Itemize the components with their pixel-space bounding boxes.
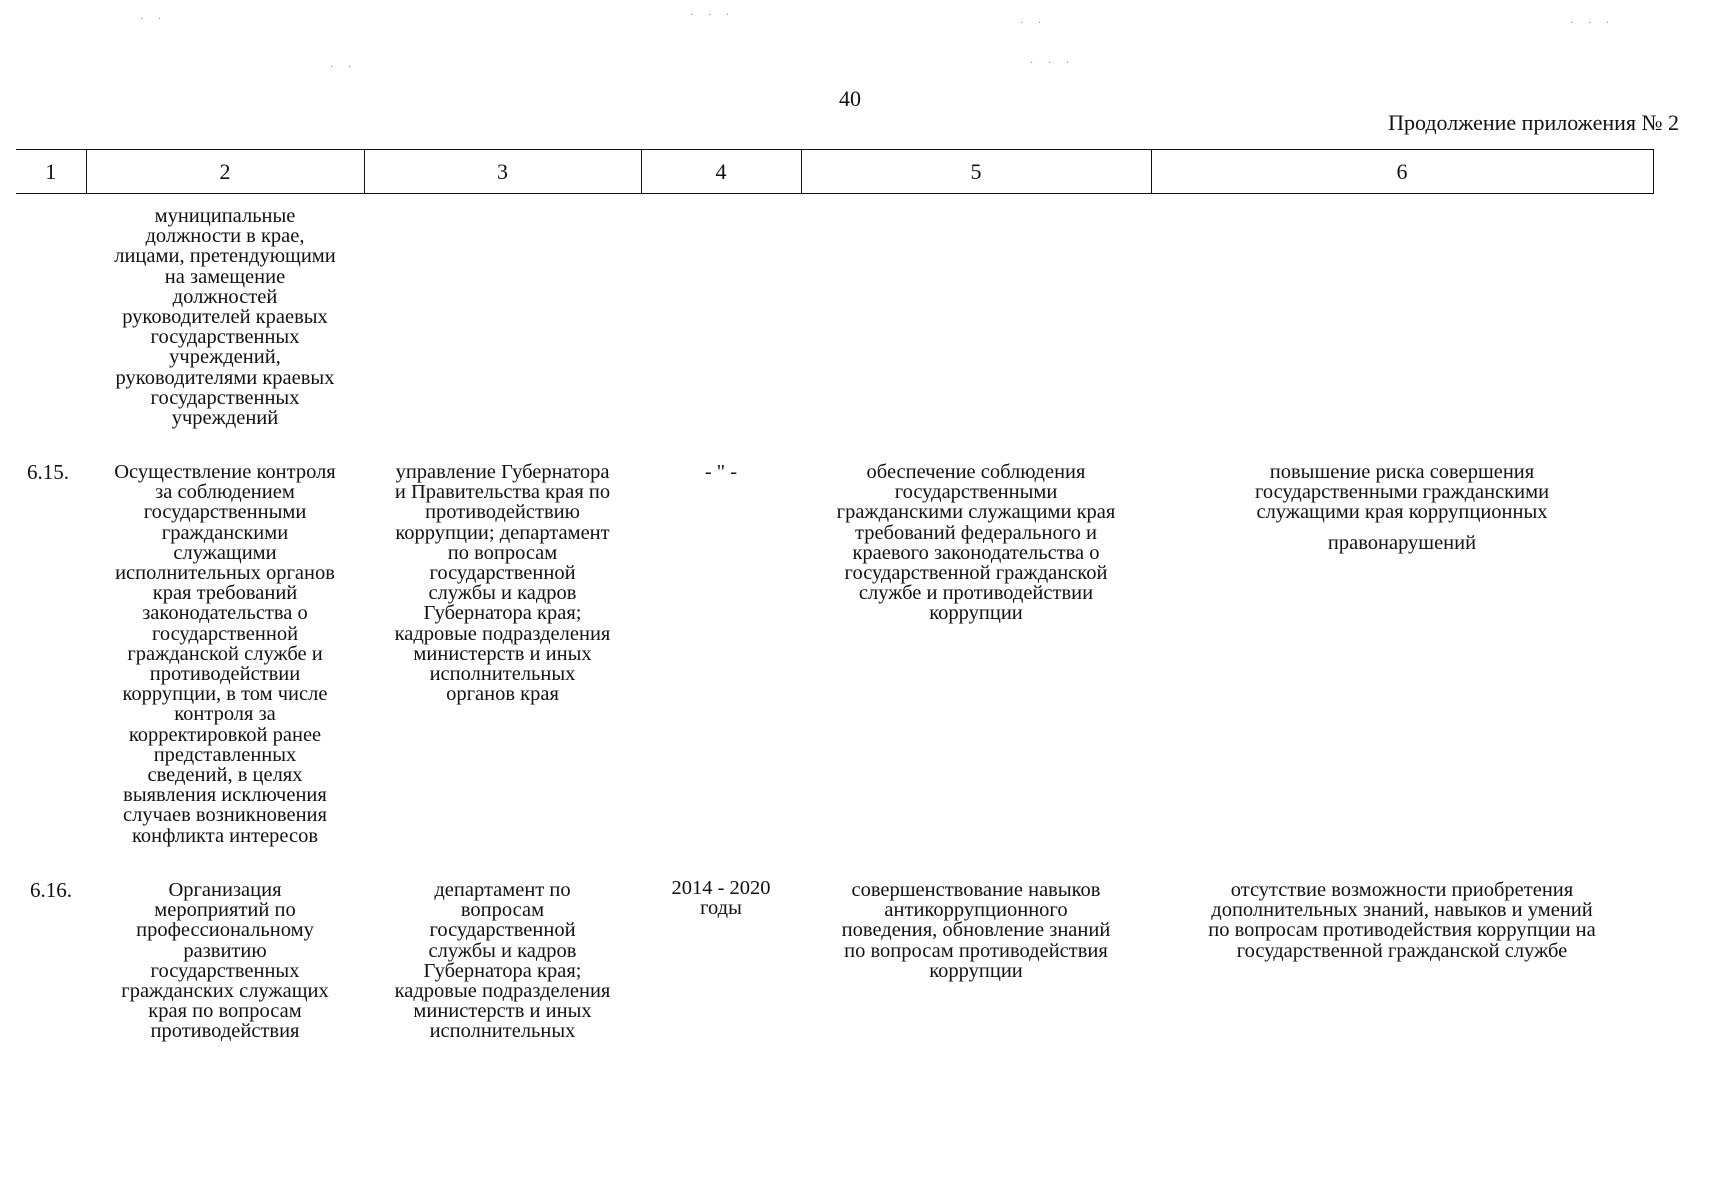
column-number-header	[16, 149, 1654, 194]
row-6-16-result: совершенствование навыков антикоррупционного поведения, обновление знаний по вопросам противодействия коррупции	[841, 879, 1111, 982]
page-number: 40	[839, 86, 861, 111]
row-6-16-number: 6.16.	[30, 878, 72, 902]
header-col-4: 4	[641, 150, 801, 194]
row-6-15-number: 6.15.	[27, 460, 69, 484]
row-6-16-risk: отсутствие возможности приобретения дополнительных знаний, навыков и умений по вопросам противодействия коррупции на государственной гражданской службе	[1208, 879, 1596, 962]
header-col-2: 2	[86, 150, 364, 194]
header-col-1: 1	[16, 150, 86, 194]
scan-speck: · · ·	[1570, 18, 1615, 29]
carryover-col2-text: муниципальные должности в крае, лицами, претендующими на замещение должностей руководителей краевых государственных учреждений, руководителями краевых государственных учреждений	[114, 205, 336, 430]
row-6-15-period: - " -	[704, 461, 738, 483]
scan-speck: · · ·	[1030, 58, 1075, 69]
row-6-16-period: 2014 - 2020 годы	[671, 877, 771, 920]
row-6-15-risk-continued: правонарушений	[1327, 532, 1477, 554]
scan-speck: · ·	[1020, 18, 1048, 29]
row-6-15-risk: повышение риска совершения государственными гражданскими служащими края коррупционных	[1254, 461, 1550, 524]
header-col-5: 5	[801, 150, 1151, 194]
row-6-16-executor: департамент по вопросам государственной службы и кадров Губернатора края; кадровые подразделения министерств и иных исполнительных	[394, 879, 611, 1043]
header-col-3: 3	[364, 150, 641, 194]
continuation-label: Продолжение приложения № 2	[1388, 110, 1679, 135]
scan-speck: · · ·	[690, 10, 735, 21]
header-row	[16, 150, 1653, 194]
row-6-15-measure: Осуществление контроля за соблюдением государственными гражданскими служащими исполнительных органов края требований законодательства о государственной гражданской службе и противодействии коррупции, в том числе контроля за корректировкой ранее представленных сведений, в целях выявления исключения случаев возникновения конфликта интересов	[114, 461, 336, 847]
row-6-15-executor: управление Губернатора и Правительства края по противодействию коррупции; департамент по вопросам государственной службы и кадров Губернатора края; кадровые подразделения министерств и иных исполнительных органов края	[394, 461, 611, 706]
scan-speck: · ·	[330, 62, 358, 73]
scan-speck: · ·	[140, 14, 168, 25]
row-6-15-result: обеспечение соблюдения государственными гражданскими служащими края требований федерального и краевого законодательства о государственной гражданской службе и противодействии коррупции	[836, 461, 1116, 625]
header-col-6: 6	[1151, 150, 1653, 194]
row-6-16-measure: Организация мероприятий по профессиональному развитию государственных гражданских служащих края по вопросам противодействия	[121, 879, 329, 1043]
